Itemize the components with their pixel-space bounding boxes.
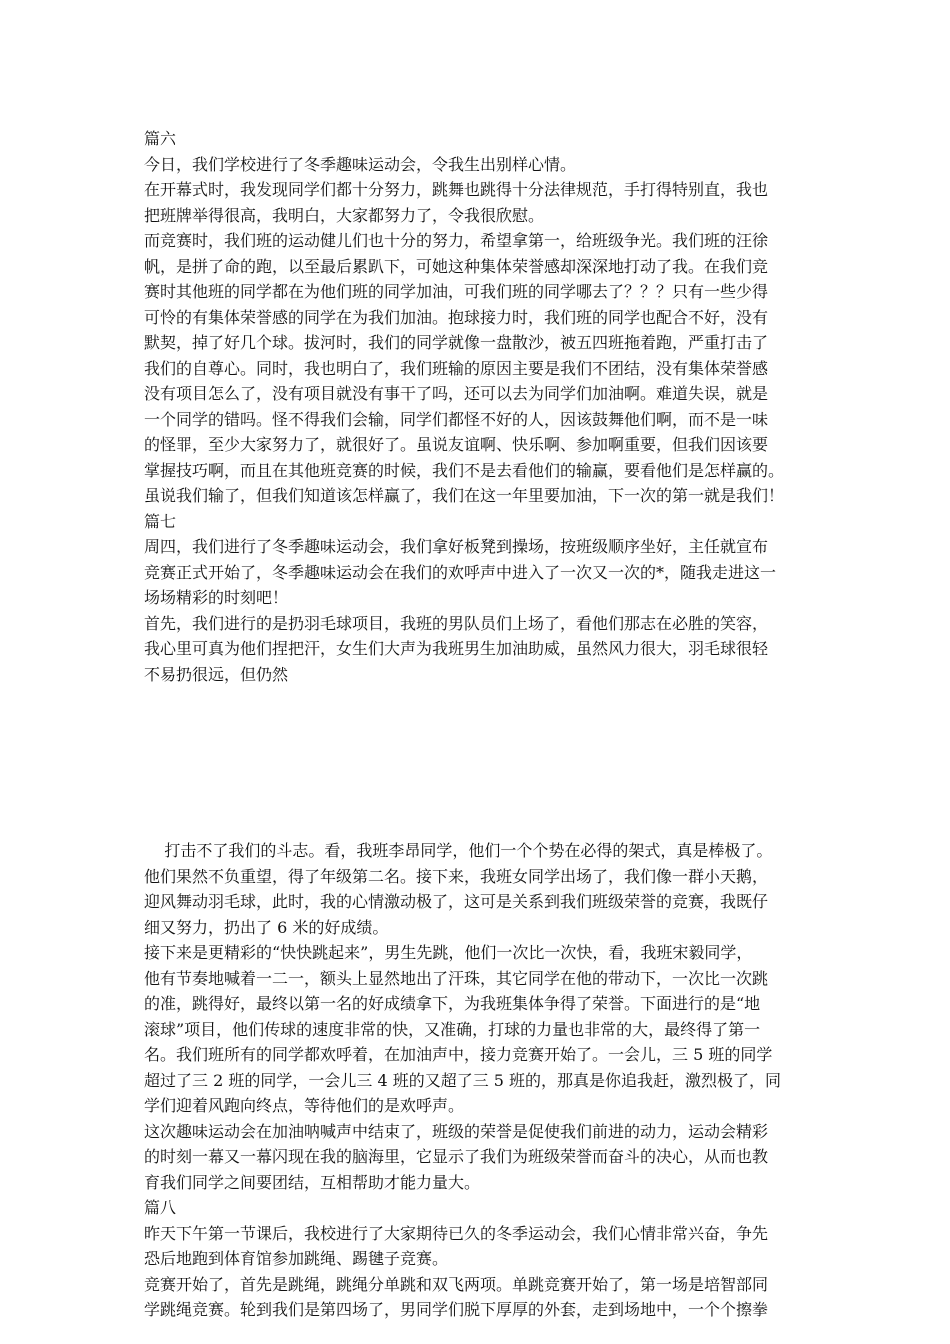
text-line: 迎风舞动羽毛球，此时，我的心情激动极了，这可是关系到我们班级荣誉的竞赛，我既仔: [144, 892, 769, 911]
text-line: 周四，我们进行了冬季趣味运动会，我们拿好板凳到操场，按班级顺序坐好，主任就宣布: [144, 537, 769, 556]
text-line: 帆，是拼了命的跑，以至最后累趴下，可她这种集体荣誉感却深深地打动了我。在我们竞: [144, 256, 769, 276]
text-line: 超过了三 2 班的同学，一会儿三 4 班的又超了三 5 班的，那真是你追我赶，激烈极了，同: [144, 1070, 782, 1090]
text-line: 竞赛正式开始了，冬季趣味运动会在我们的欢呼声中进入了一次又一次的*，随我走进这一: [144, 562, 777, 582]
text-line: 今日，我们学校进行了冬季趣味运动会，令我生出别样心情。: [144, 154, 577, 174]
text-line: 篇八: [144, 1198, 177, 1217]
text-line: 篇七: [144, 511, 177, 531]
text-line: 的怪罪，至少大家努力了，就很好了。虽说友谊啊、快乐啊、参加啊重要，但我们因该要: [144, 435, 769, 454]
text-line: 竞赛开始了，首先是跳绳，跳绳分单跳和双飞两项。单跳竞赛开始了，第一场是培智部同: [144, 1274, 769, 1294]
text-line: 滚球”项目，他们传球的速度非常的快，又准确，打球的力量也非常的大，最终得了第一: [144, 1019, 761, 1039]
text-line: 首先，我们进行的是扔羽毛球项目，我班的男队员们上场了，看他们那志在必胜的笑容，: [144, 613, 769, 633]
text-line: 这次趣味运动会在加油呐喊声中结束了，班级的荣誉是促使我们前进的动力，运动会精彩: [144, 1121, 769, 1141]
text-line: 我们的自尊心。同时，我也明白了，我们班输的原因主要是我们不团结，没有集体荣誉感: [144, 358, 769, 378]
text-line: 名。我们班所有的同学都欢呼着，在加油声中，接力竞赛开始了。一会儿，三 5 班的同学: [144, 1045, 773, 1064]
text-line: 的时刻一幕又一幕闪现在我的脑海里，它显示了我们为班级荣誉而奋斗的决心，从而也教: [144, 1147, 769, 1166]
text-line: 掌握技巧啊，而且在其他班竞赛的时候，我们不是去看他们的输赢，要看他们是怎样赢的。: [144, 460, 785, 480]
text-line: 细又努力，扔出了 6 米的好成绩。: [144, 917, 389, 937]
text-line: 他们果然不负重望，得了年级第二名。接下来，我班女同学出场了，我们像一群小天鹅，: [144, 866, 769, 886]
text-line: 篇六: [144, 129, 177, 148]
text-line: 默契，掉了好几个球。拔河时，我们的同学就像一盘散沙，被五四班拖着跑，严重打击了: [144, 333, 769, 352]
text-line: 育我们同学之间要团结，互相帮助才能力量大。: [144, 1172, 481, 1192]
text-line: 接下来是更精彩的“快快跳起来”，男生先跳，他们一次比一次快，看，我班宋毅同学，: [144, 943, 753, 962]
text-line: 学跳绳竞赛。轮到我们是第四场了，男同学们脱下厚厚的外套，走到场地中，一个个擦拳: [144, 1300, 769, 1319]
text-line: 可怜的有集体荣誉感的同学在为我们加油。抱球接力时，我们班的同学也配合不好，没有: [144, 307, 769, 327]
text-line: 赛时其他班的同学都在为他们班的同学加油，可我们班的同学哪去了？？？只有一些少得: [144, 282, 769, 301]
text-line: 场场精彩的时刻吧！: [144, 588, 289, 607]
section-part-2: [144, 838, 814, 1323]
text-line: 我心里可真为他们捏把汗，女生们大声为我班男生加油助威，虽然风力很大，羽毛球很轻: [144, 639, 769, 658]
text-line: 不易扔很远，但仍然: [144, 664, 289, 684]
text-line: 昨天下午第一节课后，我校进行了大家期待已久的冬季运动会，我们心情非常兴奋，争先: [144, 1223, 769, 1243]
text-line: 一个同学的错吗。怪不得我们会输，同学们都怪不好的人，因该鼓舞他们啊，而不是一味: [144, 409, 769, 429]
text-line: 打击不了我们的斗志。看，我班李昂同学，他们一个个势在必得的架式，真是棒极了。: [144, 841, 773, 860]
page-gap: [144, 687, 814, 838]
text-line: 在开幕式时，我发现同学们都十分努力，跳舞也跳得十分法律规范，手打得特别直，我也: [144, 180, 769, 199]
text-line: 学们迎着风跑向终点，等待他们的是欢呼声。: [144, 1096, 465, 1115]
document-body: [144, 126, 814, 1323]
text-line: 没有项目怎么了，没有项目就没有事干了吗，还可以去为同学们加油啊。难道失误，就是: [144, 384, 769, 403]
text-line: 而竞赛时，我们班的运动健儿们也十分的努力，希望拿第一，给班级争光。我们班的汪徐: [144, 231, 769, 250]
text-line: 虽说我们输了，但我们知道该怎样赢了，我们在这一年里要加油，下一次的第一就是我们！: [144, 486, 785, 505]
text-line: 的准，跳得好，最终以第一名的好成绩拿下，为我班集体争得了荣誉。下面进行的是“地: [144, 994, 761, 1013]
text-line: 恐后地跑到体育馆参加跳绳、踢毽子竞赛。: [144, 1249, 449, 1268]
text-line: 他有节奏地喊着一二一，额头上显然地出了汗珠，其它同学在他的带动下，一次比一次跳: [144, 968, 769, 988]
text-line: 把班牌举得很高，我明白，大家都努力了，令我很欣慰。: [144, 205, 545, 225]
section-part-1: [144, 126, 814, 687]
